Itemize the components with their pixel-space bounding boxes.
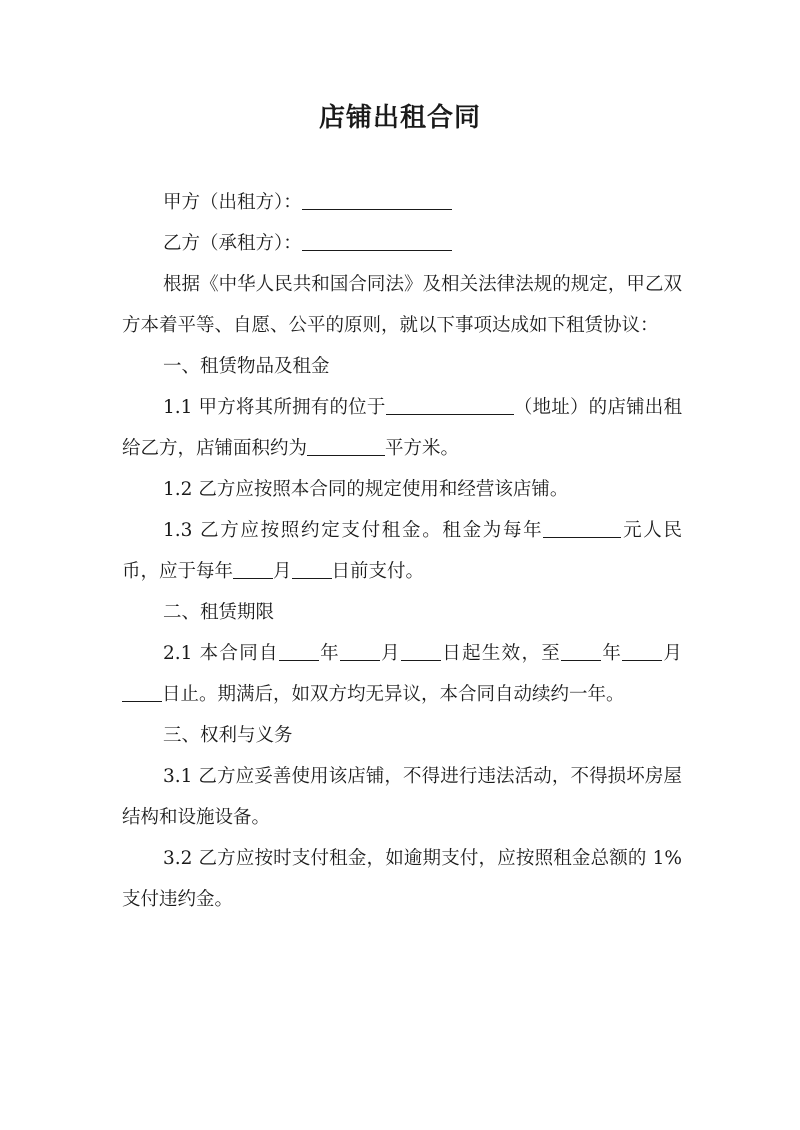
party-b-line xyxy=(122,223,682,264)
clause-text: 月 xyxy=(662,643,682,664)
party-a-label: 甲方（出租方）： xyxy=(163,192,302,213)
clause-text: 日止。期满后，如双方均无异议，本合同自动续约一年。 xyxy=(162,684,625,705)
clause-text: 平方米。 xyxy=(385,438,460,459)
section-1-heading: 一、租赁物品及租金 xyxy=(163,356,330,377)
clause-1-2 xyxy=(122,469,682,510)
clause-number: 1.2 xyxy=(163,479,193,500)
start-day-blank xyxy=(401,642,441,661)
clause-2-1 xyxy=(122,633,682,715)
clause-number: 1.1 xyxy=(163,397,193,418)
clause-number: 2.1 xyxy=(163,643,193,664)
pay-month-blank xyxy=(233,560,273,579)
clause-3-2 xyxy=(122,838,682,920)
section-2-heading: 二、租赁期限 xyxy=(163,602,275,623)
clause-text: （地址）的店铺出租给乙方，店铺面积约为 xyxy=(122,397,682,459)
clause-text: 月 xyxy=(379,643,401,664)
party-a-line xyxy=(122,182,682,223)
party-a-blank xyxy=(302,191,452,210)
clause-text: 月 xyxy=(273,561,292,582)
clause-number: 1.3 xyxy=(163,520,193,541)
clause-text: 年 xyxy=(601,643,623,664)
clause-number: 3.2 xyxy=(163,848,193,869)
clause-text: 乙方应按时支付租金，如逾期支付，应按照租金总额的 1%支付违约金。 xyxy=(122,848,682,910)
end-month-blank xyxy=(622,642,662,661)
area-blank xyxy=(307,437,385,456)
rent-amount-blank xyxy=(543,519,621,538)
clause-text: 年 xyxy=(318,643,340,664)
clause-text: 乙方应妥善使用该店铺，不得进行违法活动，不得损坏房屋结构和设施设备。 xyxy=(122,766,682,828)
clause-text: 乙方应按照本合同的规定使用和经营该店铺。 xyxy=(198,479,569,500)
party-b-label: 乙方（承租方）： xyxy=(163,233,302,254)
clause-number: 3.1 xyxy=(163,766,193,787)
start-year-blank xyxy=(279,642,319,661)
document-title: 店铺出租合同 xyxy=(318,103,481,133)
clause-text: 日前支付。 xyxy=(331,561,425,582)
clause-1-1 xyxy=(122,387,682,469)
address-blank xyxy=(386,396,514,415)
section-3-heading: 三、权利与义务 xyxy=(163,725,293,746)
end-year-blank xyxy=(561,642,601,661)
clause-text: 本合同自 xyxy=(199,643,279,664)
clause-text: 乙方应按照约定支付租金。租金为每年 xyxy=(200,520,544,541)
intro-paragraph: 根据《中华人民共和国合同法》及相关法律法规的规定，甲乙双方本着平等、自愿、公平的原则，就以下事项达成如下租赁协议： xyxy=(122,274,682,336)
party-b-blank xyxy=(302,232,452,251)
document-body xyxy=(122,182,682,920)
pay-day-blank xyxy=(292,560,332,579)
end-day-blank xyxy=(122,683,162,702)
clause-text: 甲方将其所拥有的位于 xyxy=(198,397,386,418)
clause-1-3 xyxy=(122,510,682,592)
start-month-blank xyxy=(340,642,380,661)
clause-text: 元人民币，应于每年 xyxy=(122,520,682,582)
clause-3-1 xyxy=(122,756,682,838)
clause-text: 日起生效，至 xyxy=(440,643,562,664)
